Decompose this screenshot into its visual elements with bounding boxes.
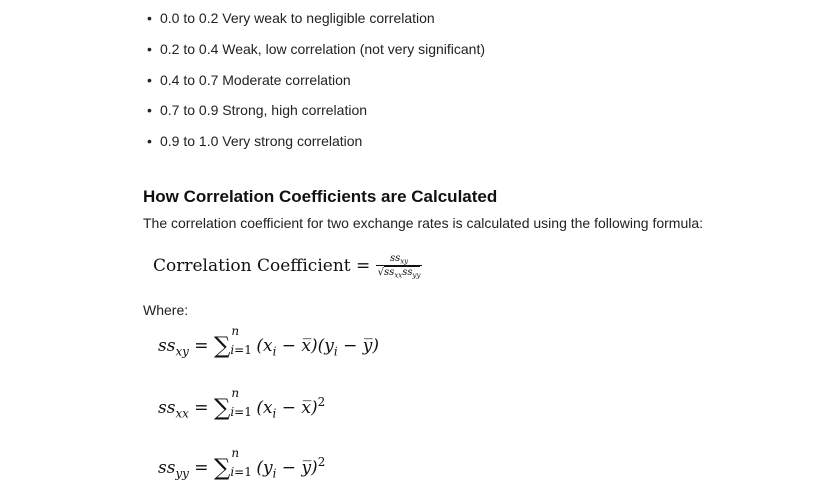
ss-yy-definition: $ss_{yy}$ = ∑ n i=1 ($y_i$ − y̅)$^2$ [158,446,326,481]
section-heading: How Correlation Coefficients are Calculated [143,187,498,206]
correlation-formula: Correlation Coefficient = $\frac{ss_{xy}}{√ss_{xx}ss_{yy}}$ [153,253,421,280]
summation-icon: ∑ [213,395,231,421]
list-item: • 0.4 to 0.7 Moderate correlation [147,72,351,88]
list-item: • 0.7 to 0.9 Strong, high correlation [147,102,368,118]
list-item-text: 0.2 to 0.4 Weak, low correlation (not very significant) [160,41,486,57]
summation-icon: ∑ [213,455,231,481]
list-item-text: 0.0 to 0.2 Very weak to negligible correlation [160,10,435,26]
where-label: Where: [143,302,189,318]
list-item-text: 0.9 to 1.0 Very strong correlation [160,133,363,149]
ss-xy-definition: $ss_{xy}$ = ∑ n i=1 ($x_i$ − $x̅)(y_i$ − y̅) [158,324,379,359]
formula-intro: The correlation coefficient for two exchange rates is calculated using the following formula: [143,215,704,231]
list-item: • 0.0 to 0.2 Very weak to negligible correlation [147,10,435,26]
formula-lhs: Correlation Coefficient [153,255,351,276]
list-item: • 0.2 to 0.4 Weak, low correlation (not very significant) [147,41,486,57]
summation-icon: ∑ [213,333,231,359]
list-item-text: 0.4 to 0.7 Moderate correlation [160,72,351,88]
formula-fraction: $\frac{ss_{xy}}{√ss_{xx}ss_{yy}}$ [377,253,421,280]
ss-xx-definition: $ss_{xx}$ = ∑ n i=1 ($x_i$ − x̅)$^2$ [158,386,326,421]
list-item-text: 0.7 to 0.9 Strong, high correlation [160,102,368,118]
list-item: • 0.9 to 1.0 Very strong correlation [147,133,363,149]
